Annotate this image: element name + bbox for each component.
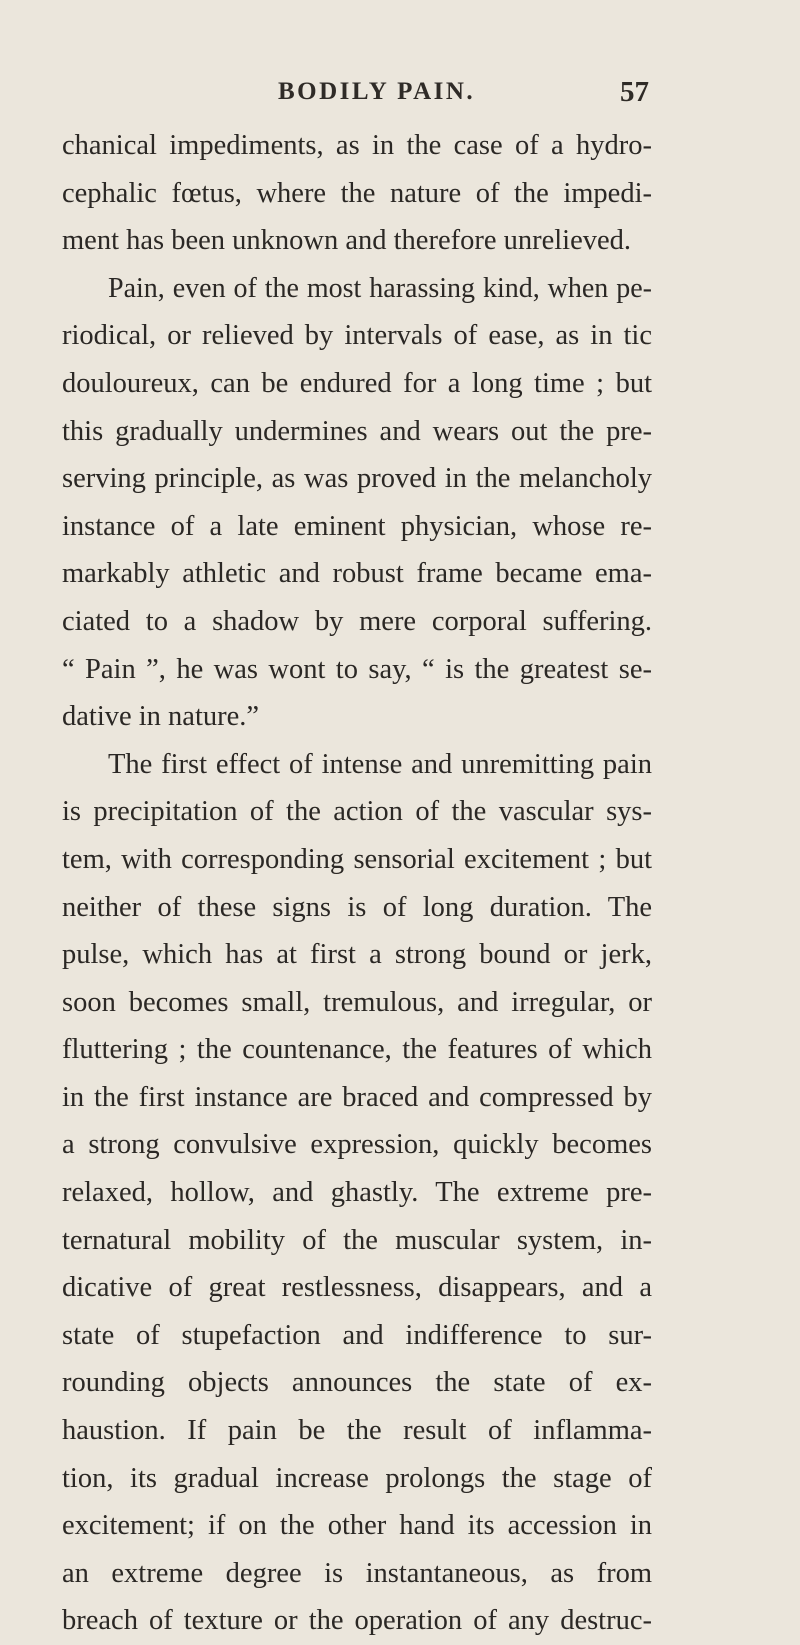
text-line: ment has been unknown and therefore unrelieved. — [62, 225, 631, 257]
text-line: tion, its gradual increase prolongs the stage of — [62, 1462, 652, 1494]
text-line: ternatural mobility of the muscular system, in- — [62, 1224, 652, 1256]
text-line: ciated to a shadow by mere corporal suffering. — [62, 605, 652, 637]
text-line: markably athletic and robust frame became ema- — [62, 558, 652, 590]
text-line: pulse, which has at first a strong bound or jerk, — [62, 939, 652, 971]
text-line: dicative of great restlessness, disappears, and a — [62, 1272, 652, 1304]
running-head — [0, 78, 800, 118]
text-line: an extreme degree is instantaneous, as from — [62, 1557, 652, 1589]
text-line: relaxed, hollow, and ghastly. The extreme pre- — [62, 1177, 652, 1209]
text-line: fluttering ; the countenance, the features of which — [62, 1034, 652, 1066]
text-line: chanical impediments, as in the case of a hydro- — [62, 130, 652, 161]
text-line: state of stupefaction and indifference to sur- — [62, 1319, 652, 1351]
text-line: is precipitation of the action of the vascular sys- — [62, 796, 652, 828]
text-line: this gradually undermines and wears out the pre- — [62, 415, 652, 447]
text-line: a strong convulsive expression, quickly becomes — [62, 1129, 652, 1161]
text-line: dative in nature.” — [62, 701, 260, 733]
text-line: in the first instance are braced and compressed by — [62, 1081, 652, 1113]
running-title: BODILY PAIN. — [278, 78, 476, 105]
text-line: instance of a late eminent physician, whose re- — [62, 510, 652, 542]
text-line: riodical, or relieved by intervals of ease, as in tic — [62, 320, 652, 352]
text-line: breach of texture or the operation of any destruc- — [62, 1605, 652, 1637]
text-line: douloureux, can be endured for a long time ; but — [62, 367, 652, 399]
text-line: rounding objects announces the state of ex- — [62, 1367, 652, 1399]
body-text — [62, 122, 652, 1645]
text-line: excitement; if on the other hand its accession in — [62, 1510, 652, 1542]
text-line: cephalic fœtus, where the nature of the impedi- — [62, 177, 652, 209]
text-line: Pain, even of the most harassing kind, when pe- — [108, 272, 652, 304]
text-line: “ Pain ”, he was wont to say, “ is the greatest se- — [62, 653, 652, 685]
text-line: soon becomes small, tremulous, and irregular, or — [62, 986, 652, 1018]
text-line: neither of these signs is of long duration. The — [62, 891, 652, 923]
text-line: serving principle, as was proved in the melancholy — [62, 463, 652, 495]
text-line: haustion. If pain be the result of inflamma- — [62, 1415, 652, 1447]
text-line: The first effect of intense and unremitting pain — [108, 748, 652, 780]
text-line: tem, with corresponding sensorial excitement ; but — [62, 843, 652, 875]
page-number: 57 — [620, 76, 649, 108]
